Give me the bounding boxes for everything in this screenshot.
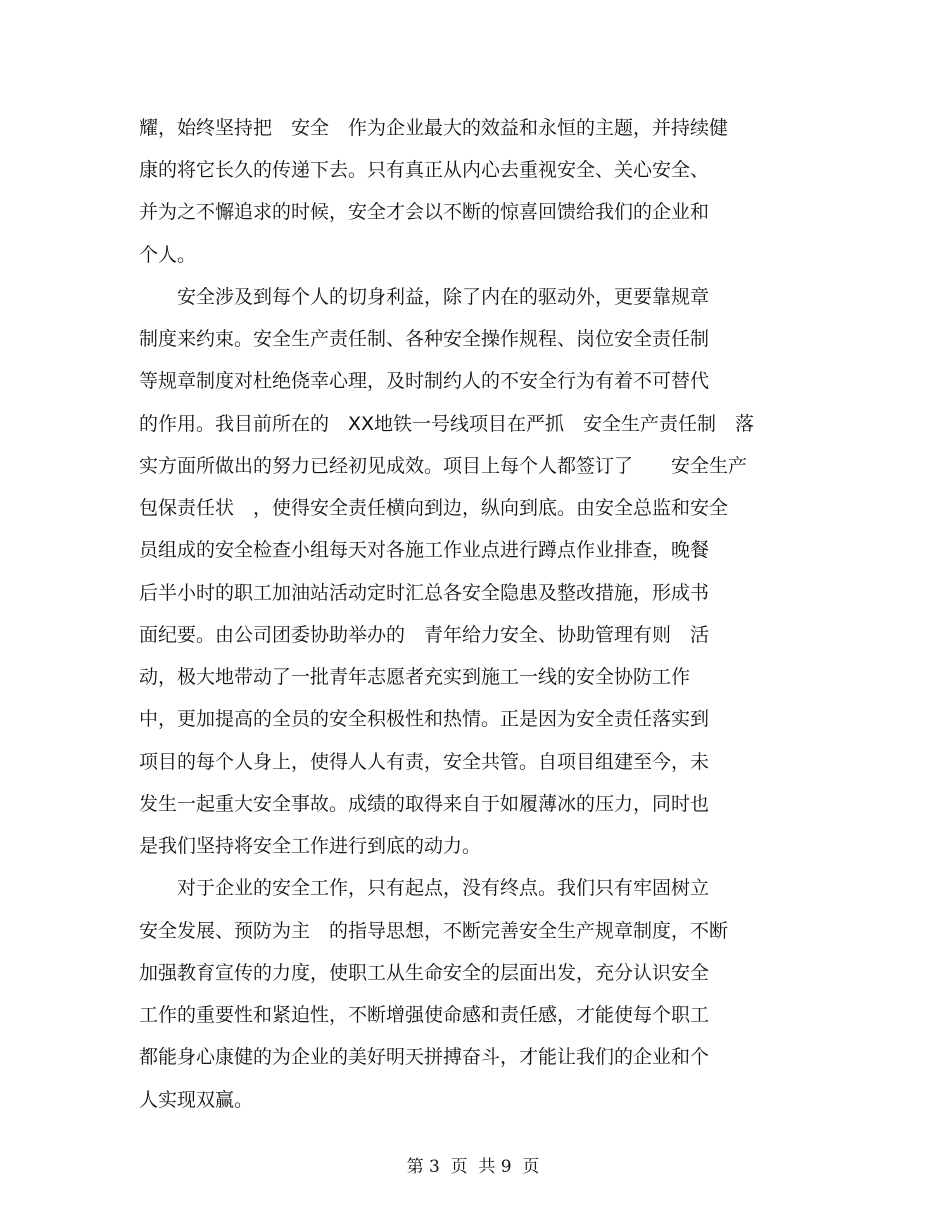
- text-line: 都能身心康健的为企业的美好明天拼搏奋斗，才能让我们的企业和个: [139, 1046, 710, 1068]
- page-number-footer: 第 3 页 共 9 页: [406, 1157, 540, 1177]
- text-line: 发生一起重大安全事故。成绩的取得来自于如履薄冰的压力，同时也: [139, 793, 710, 815]
- text-line: 人实现双赢。: [139, 1089, 254, 1111]
- text-line: 康的将它长久的传递下去。只有真正从内心去重视安全、关心安全、: [139, 159, 710, 181]
- text-line: 实方面所做出的努力已经初见成效。项目上每个人都签订了 安全生产: [139, 455, 748, 477]
- text-line: 个人。: [139, 244, 197, 266]
- text-line: 项目的每个人身上，使得人人有责，安全共管。自项目组建至今，未: [139, 751, 710, 773]
- text-line: 工作的重要性和紧迫性，不断增强使命感和责任感，才能使每个职工: [139, 1004, 710, 1026]
- text-line: 面纪要。由公司团委协助举办的 青年给力安全、协助管理有则 活: [139, 624, 710, 646]
- text-line: 中，更加提高的全员的安全积极性和热情。正是因为安全责任落实到: [139, 708, 710, 730]
- text-line: 后半小时的职工加油站活动定时汇总各安全隐患及整改措施，形成书: [139, 582, 710, 604]
- text-line: 安全涉及到每个人的切身利益，除了内在的驱动外，更要靠规章: [139, 286, 710, 308]
- text-line: 安全发展、预防为主 的指导思想，不断完善安全生产规章制度，不断: [139, 920, 729, 942]
- text-line: 员组成的安全检查小组每天对各施工作业点进行蹲点作业排查，晚餐: [139, 539, 710, 561]
- text-line: 动，极大地带动了一批青年志愿者充实到施工一线的安全协防工作: [139, 666, 691, 688]
- text-line: 包保责任状 ，使得安全责任横向到边，纵向到底。由安全总监和安全: [139, 497, 729, 519]
- text-line: 等规章制度对杜绝侥幸心理，及时制约人的不安全行为有着不可替代: [139, 370, 710, 392]
- text-line: 的作用。我目前所在的 XX地铁一号线项目在严抓 安全生产责任制 落: [139, 413, 755, 435]
- text-line: 对于企业的安全工作，只有起点，没有终点。我们只有牢固树立: [139, 877, 710, 899]
- text-line: 并为之不懈追求的时候，安全才会以不断的惊喜回馈给我们的企业和: [139, 201, 710, 223]
- text-line: 是我们坚持将安全工作进行到底的动力。: [139, 835, 482, 857]
- text-line: 耀，始终坚持把 安全 作为企业最大的效益和永恒的主题，并持续健: [139, 117, 729, 139]
- text-line: 加强教育宣传的力度，使职工从生命安全的层面出发，充分认识安全: [139, 962, 710, 984]
- text-line: 制度来约束。安全生产责任制、各种安全操作规程、岗位安全责任制: [139, 328, 710, 350]
